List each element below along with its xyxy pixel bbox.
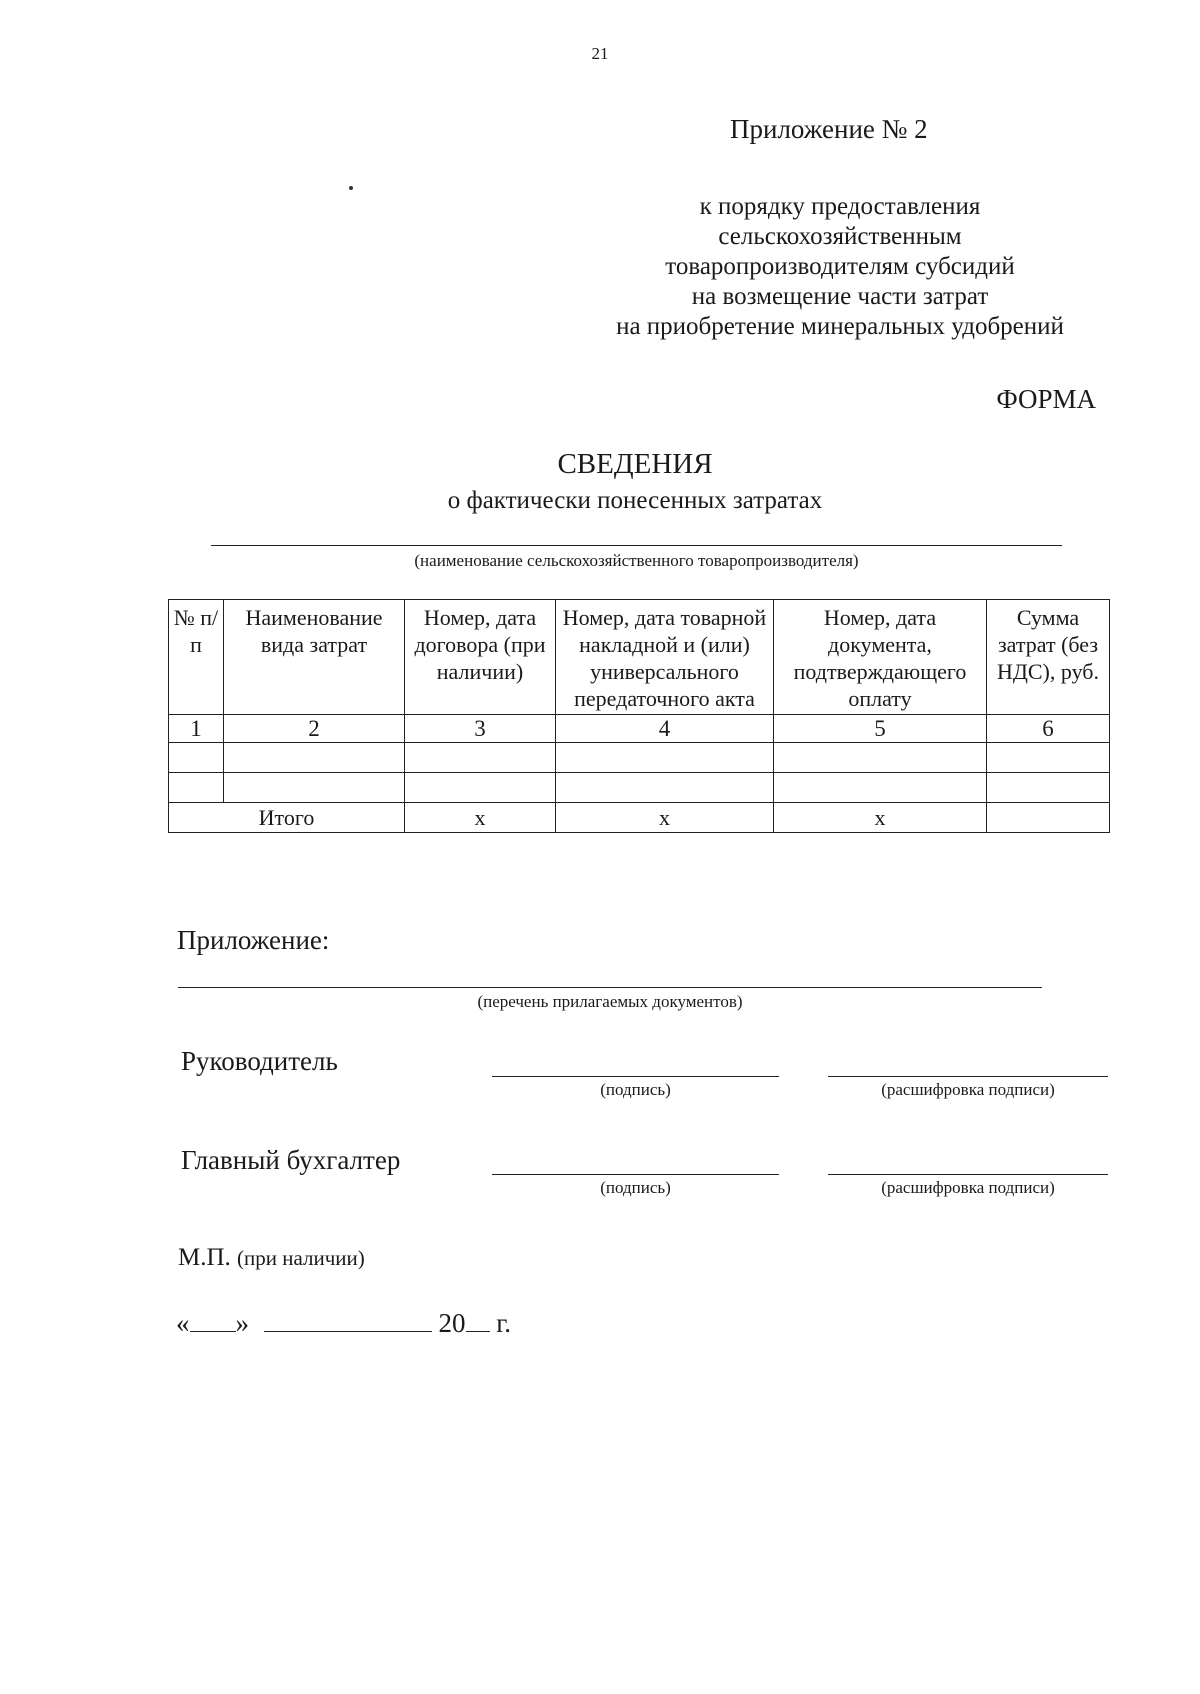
- column-number: 4: [556, 715, 774, 743]
- producer-name-caption: (наименование сельскохозяйственного товаропроизводителя): [414, 551, 859, 570]
- date-close-quote: »: [235, 1308, 249, 1338]
- column-number-row: [169, 715, 1110, 743]
- total-cell-contract: х: [405, 803, 556, 833]
- costs-table: [168, 599, 1110, 833]
- chief-accountant-signature-caption: (подпись): [600, 1178, 671, 1197]
- scan-speck: [349, 186, 353, 190]
- attachment-label: Приложение:: [177, 925, 330, 955]
- table-row: [169, 773, 1110, 803]
- month-blank[interactable]: [264, 1309, 432, 1332]
- header-cell-number: № п/п: [169, 600, 224, 715]
- form-label: ФОРМА: [996, 384, 1096, 414]
- table-row: [169, 743, 1110, 773]
- column-number: 2: [224, 715, 405, 743]
- director-decoding-line[interactable]: [828, 1076, 1108, 1077]
- stamp-label: М.П.: [178, 1244, 231, 1271]
- document-subtitle: о фактически понесенных затратах: [447, 487, 823, 514]
- table-cell[interactable]: [169, 773, 224, 803]
- year-blank[interactable]: [466, 1309, 490, 1332]
- appendix-title: Приложение № 2: [730, 114, 928, 144]
- table-cell[interactable]: [987, 773, 1110, 803]
- director-label: Руководитель: [181, 1046, 338, 1076]
- appendix-reference-line: на приобретение минеральных удобрений: [616, 313, 1064, 340]
- column-number: 5: [774, 715, 987, 743]
- appendix-reference-line: к порядку предоставления: [699, 193, 981, 220]
- header-cell-cost-type: Наименование вида затрат: [224, 600, 405, 715]
- total-row: [169, 803, 1110, 833]
- page-number: 21: [591, 44, 609, 63]
- appendix-reference-line: на возмещение части затрат: [691, 283, 989, 310]
- table-cell[interactable]: [169, 743, 224, 773]
- appendix-reference-line: сельскохозяйственным: [718, 223, 962, 250]
- year-prefix: 20: [438, 1308, 466, 1338]
- document-title: СВЕДЕНИЯ: [557, 448, 713, 480]
- chief-accountant-decoding-caption: (расшифровка подписи): [881, 1178, 1055, 1197]
- table-cell[interactable]: [774, 773, 987, 803]
- attachment-line[interactable]: [178, 987, 1042, 988]
- total-label: Итого: [169, 803, 405, 833]
- table-cell[interactable]: [224, 773, 405, 803]
- table-cell[interactable]: [405, 743, 556, 773]
- chief-accountant-decoding-line[interactable]: [828, 1174, 1108, 1175]
- column-number: 3: [405, 715, 556, 743]
- total-cell-invoice: х: [556, 803, 774, 833]
- header-cell-payment-document: Номер, дата документа, подтверждающего оплату: [774, 600, 987, 715]
- table-cell[interactable]: [405, 773, 556, 803]
- stamp-place: [178, 1244, 365, 1272]
- table-cell[interactable]: [987, 743, 1110, 773]
- appendix-reference-line: товаропроизводителям субсидий: [665, 253, 1015, 280]
- director-signature-line[interactable]: [492, 1076, 779, 1077]
- table-cell[interactable]: [774, 743, 987, 773]
- column-number: 6: [987, 715, 1110, 743]
- chief-accountant-signature-line[interactable]: [492, 1174, 779, 1175]
- date-open-quote: «: [176, 1308, 190, 1338]
- table-header-row: [169, 600, 1110, 715]
- year-suffix: г.: [496, 1308, 512, 1338]
- date-line: [176, 1308, 511, 1339]
- table-cell[interactable]: [224, 743, 405, 773]
- column-number: 1: [169, 715, 224, 743]
- table-cell[interactable]: [556, 743, 774, 773]
- stamp-note: (при наличии): [237, 1246, 365, 1270]
- producer-name-line[interactable]: [211, 545, 1062, 546]
- attachment-caption: (перечень прилагаемых документов): [477, 992, 743, 1011]
- chief-accountant-label: Главный бухгалтер: [181, 1145, 401, 1175]
- director-signature-caption: (подпись): [600, 1080, 671, 1099]
- total-cell-payment: х: [774, 803, 987, 833]
- total-cell-amount[interactable]: [987, 803, 1110, 833]
- day-blank[interactable]: [190, 1309, 236, 1332]
- table-cell[interactable]: [556, 773, 774, 803]
- header-cell-amount: Сумма затрат (без НДС), руб.: [987, 600, 1110, 715]
- appendix-reference: [560, 192, 1120, 342]
- director-decoding-caption: (расшифровка подписи): [881, 1080, 1055, 1099]
- header-cell-invoice: Номер, дата товарной накладной и (или) универсального передаточного акта: [556, 600, 774, 715]
- header-cell-contract: Номер, дата договора (при наличии): [405, 600, 556, 715]
